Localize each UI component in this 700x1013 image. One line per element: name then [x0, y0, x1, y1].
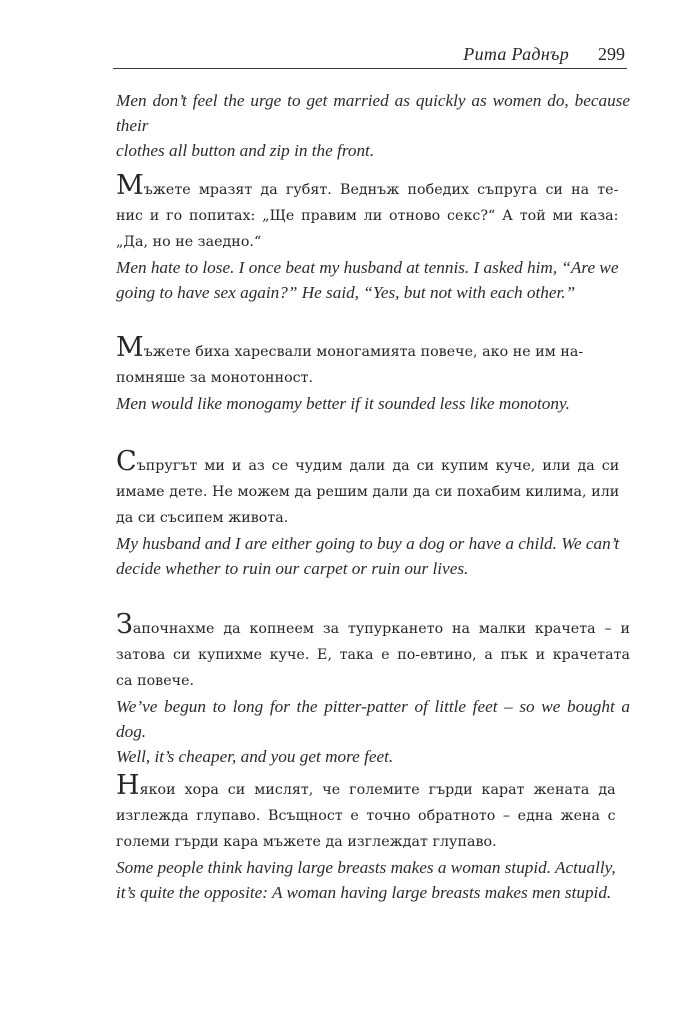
text-line: Men don’t feel the urge to get married as quickly as women do, because their — [116, 91, 630, 135]
text-line: Съпругът ми и аз се чудим дали да си купим куче, или да си — [116, 446, 620, 477]
english-text — [116, 531, 619, 581]
text-line: Some people think having large breasts makes a woman stupid. Actually, — [116, 858, 616, 877]
english-text — [116, 391, 583, 416]
english-text — [116, 88, 630, 163]
text-line: Някои хора си мислят, че големите гърди карат жената да — [116, 770, 616, 801]
text-line: изглежда глупаво. Всъщност е точно обратното – една жена с — [116, 808, 616, 824]
drop-cap: З — [116, 609, 133, 640]
text-line: са повече. — [116, 673, 195, 689]
text-line: Мъжете мразят да губят. Веднъж победих съпруга си на те- — [116, 170, 619, 201]
drop-cap: Н — [116, 770, 140, 801]
bulgarian-text — [116, 609, 630, 694]
text-line: да си съсипем живота. — [116, 510, 289, 526]
text-line: големи гърди кара мъжете да изглеждат глупаво. — [116, 834, 497, 850]
joke-entry-5 — [116, 609, 630, 769]
text-line: Well, it’s cheaper, and you get more feet. — [116, 747, 394, 766]
page-number: 299 — [598, 44, 625, 64]
text-line: затова си купихме куче. Е, така е по-евтино, а пък и крачетата — [116, 647, 630, 663]
joke-entry-6 — [116, 770, 616, 905]
text-line: нис и го попитах: „Ще правим ли отново секс?“ А той ми каза: — [116, 208, 619, 224]
drop-cap: С — [116, 446, 137, 477]
joke-entry-2 — [116, 170, 619, 305]
text-line: decide whether to ruin our carpet or ruin our lives. — [116, 559, 469, 578]
bulgarian-text — [116, 170, 619, 255]
text-line: Men hate to lose. I once beat my husband at tennis. I asked him, “Are we — [116, 258, 619, 277]
text-line: Men would like monogamy better if it sounded less like monotony. — [116, 394, 570, 413]
text-line: Мъжете биха харесвали моногамията повече, ако не им на- — [116, 332, 584, 363]
joke-entry-4 — [116, 446, 620, 581]
joke-entry-3 — [116, 332, 584, 416]
text-line: clothes all button and zip in the front. — [116, 141, 375, 160]
english-text — [116, 255, 618, 305]
text-line: My husband and I are either going to buy a dog or have a child. We can’t — [116, 534, 620, 553]
text-line: going to have sex again?” He said, “Yes, but not with each other.” — [116, 283, 576, 302]
running-head — [113, 42, 627, 69]
text-line: it’s quite the opposite: A woman having large breasts makes men stupid. — [116, 883, 612, 902]
english-text — [116, 855, 616, 905]
bulgarian-text — [116, 332, 584, 391]
drop-cap: М — [116, 332, 144, 363]
drop-cap: М — [116, 170, 144, 201]
text-line: помняше за монотонност. — [116, 370, 314, 386]
text-line: We’ve begun to long for the pitter-patter of little feet – so we bought a dog. — [116, 697, 630, 741]
joke-entry-1 — [116, 88, 630, 163]
english-text — [116, 694, 630, 769]
text-line: „Да, но не заедно.“ — [116, 234, 262, 250]
text-line: Започнахме да копнеем за тупуркането на малки крачета – и — [116, 609, 630, 640]
bulgarian-text — [116, 770, 616, 855]
bulgarian-text — [116, 446, 620, 531]
text-line: имаме дете. Не можем да решим дали да си похабим килима, или — [116, 484, 620, 500]
running-head-author: Рита Раднър — [463, 44, 569, 64]
